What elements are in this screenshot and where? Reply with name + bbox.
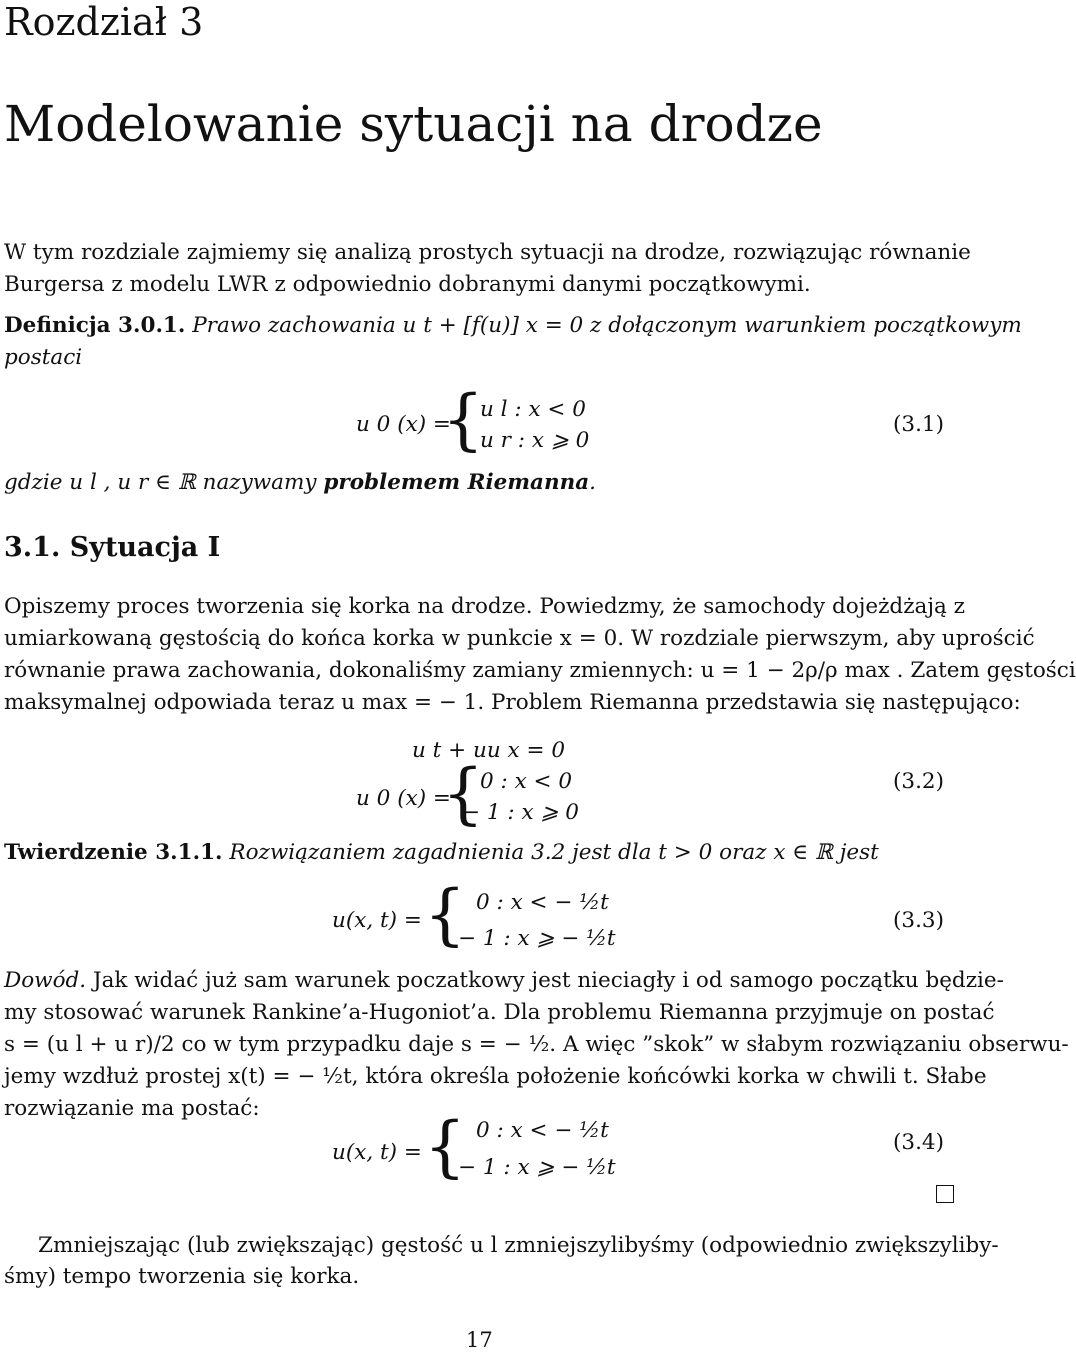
- eq1-lhs: u 0 (x) =: [356, 412, 451, 437]
- definition-after-end: .: [589, 470, 597, 495]
- theorem-text: Rozwiązaniem zagadnienia 3.2 jest dla t > 0 oraz x ∈ ℝ jest: [229, 840, 879, 865]
- para2-line-2: umiarkowaną gęstością do końca korka w punkcie x = 0. W rozdziale pierwszym, aby uprościć: [4, 626, 1035, 651]
- definition-line-2: postaci: [4, 345, 83, 370]
- eq1-case-2: u r : x ⩾ 0: [480, 428, 590, 453]
- proof-line-3: s = (u l + u r)/2 co w tym przypadku daje s = − ½. A więc ”skok” w słabym rozwiązaniu obserwu-: [4, 1032, 1069, 1057]
- definition-line-1: [4, 313, 1022, 338]
- intro-line-2: Burgersa z modelu LWR z odpowiednio dobranymi danymi początkowymi.: [4, 272, 811, 297]
- eq1-case-1: u l : x < 0: [480, 397, 586, 422]
- closing-line-2: śmy) tempo tworzenia się korka.: [4, 1264, 360, 1289]
- eq3-lhs: u(x, t) =: [332, 908, 422, 933]
- para2-line-1: Opiszemy proces tworzenia się korka na drodze. Powiedzmy, że samochody dojeżdżają z: [4, 594, 965, 619]
- proof-line-4: jemy wzdłuż prostej x(t) = − ½t, która określa położenie końcówki korka w chwili t. Słabe: [4, 1064, 987, 1089]
- intro-line-1: W tym rozdziale zajmiemy się analizą prostych sytuacji na drodze, rozwiązując równanie: [4, 240, 971, 265]
- theorem-label: Twierdzenie 3.1.1.: [4, 840, 223, 865]
- definition-label: Definicja 3.0.1.: [4, 313, 186, 338]
- eq4-number: (3.4): [893, 1130, 944, 1155]
- proof-line-1: [4, 968, 1004, 993]
- proof-text-1: Jak widać już sam warunek poczatkowy jest nieciagły i od samogo początku będzie-: [86, 968, 1004, 993]
- eq3-brace: {: [424, 876, 466, 953]
- section-heading: 3.1. Sytuacja I: [4, 532, 221, 563]
- chapter-heading: Rozdział 3: [4, 0, 204, 44]
- proof-line-2: my stosować warunek Rankine’a-Hugoniot’a. Dla problemu Riemanna przyjmuje on postać: [4, 1000, 995, 1025]
- proof-label: Dowód.: [4, 968, 87, 993]
- eq4-brace: {: [424, 1108, 466, 1185]
- definition-after-text: gdzie u l , u r ∈ ℝ nazywamy: [4, 470, 324, 495]
- eq4-lhs: u(x, t) =: [332, 1140, 422, 1165]
- riemann-problem-term: problemem Riemanna: [323, 470, 590, 495]
- eq3-case-1: 0 : x < − ½t: [476, 890, 609, 915]
- definition-after: [4, 470, 596, 495]
- para2-line-4: maksymalnej odpowiada teraz u max = − 1. Problem Riemanna przedstawia się następująco:: [4, 690, 1021, 715]
- closing-line-1: Zmniejszając (lub zwiększając) gęstość u l zmniejszylibyśmy (odpowiednio zwiększyliby-: [38, 1233, 999, 1258]
- proof-line-5: rozwiązanie ma postać:: [4, 1096, 260, 1121]
- definition-text: Prawo zachowania u t + [f(u)] x = 0 z dołączonym warunkiem początkowym: [192, 313, 1022, 338]
- theorem-line: [4, 840, 879, 865]
- page-number: 17: [466, 1328, 493, 1352]
- eq1-brace: {: [442, 381, 484, 458]
- qed-box-icon: [936, 1185, 954, 1203]
- eq2-number: (3.2): [893, 769, 944, 794]
- chapter-title: Modelowanie sytuacji na drodze: [4, 95, 823, 153]
- eq1-number: (3.1): [893, 412, 944, 437]
- eq3-case-2: − 1 : x ⩾ − ½t: [458, 926, 616, 951]
- para2-line-3: równanie prawa zachowania, dokonaliśmy zamiany zmiennych: u = 1 − 2ρ/ρ max . Zatem gęstości: [4, 658, 1076, 683]
- eq2-brace: {: [442, 755, 484, 832]
- eq4-case-2: − 1 : x ⩾ − ½t: [458, 1155, 616, 1180]
- eq4-case-1: 0 : x < − ½t: [476, 1118, 609, 1143]
- eq2-line-1: u t + uu x = 0: [412, 738, 566, 763]
- eq2-case-2: − 1 : x ⩾ 0: [462, 800, 579, 825]
- eq2-lhs: u 0 (x) =: [356, 786, 451, 811]
- eq3-number: (3.3): [893, 908, 944, 933]
- eq2-case-1: 0 : x < 0: [480, 769, 573, 794]
